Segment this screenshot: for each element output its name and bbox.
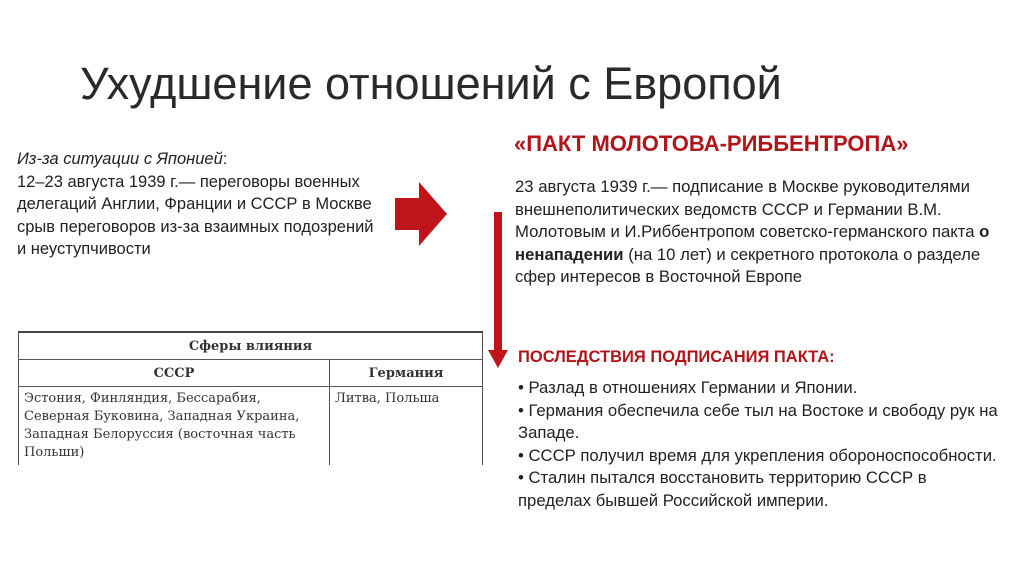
negotiations-body: 12–23 августа 1939 г.— переговоры военных делегаций Англии, Франции и СССР в Москве срыв переговоров из-за взаимных подозрений и неуступчивости [17, 172, 374, 258]
table-cell-ussr: Эстония, Финляндия, Бессарабия, Северная Буковина, Западная Украина, Западная Белоруссия (восточная часть Польши) [19, 387, 330, 466]
negotiations-text [17, 148, 387, 261]
slide-title: Ухудшение отношений с Европой [80, 58, 782, 109]
pact-text [515, 176, 995, 289]
list-item: • Сталин пытался восстановить территорию СССР в пределах бывшей Российской империи. [518, 468, 927, 510]
table-cell-germany: Литва, Польша [330, 387, 483, 466]
table-row [19, 387, 483, 466]
pact-text-part: 23 августа 1939 г.— подписание в Москве руководителями внешнеполитических ведомств СССР и Германии В.М. Молотовым и И.Риббентропом советско-германского пакта [515, 177, 980, 242]
list-item: • Германия обеспечила себе тыл на Востоке и свободу рук на Западе. [518, 400, 998, 443]
table-header-germany: Германия [330, 360, 483, 387]
pact-title: «ПАКТ МОЛОТОВА-РИББЕНТРОПА» [514, 131, 909, 156]
table-header-ussr: СССР [19, 360, 330, 387]
down-arrow-icon [488, 212, 508, 368]
consequences-list [518, 377, 998, 513]
table-caption: Сферы влияния [19, 332, 483, 360]
pact-text-bold: о ненападении [515, 222, 990, 264]
right-arrow-icon [395, 182, 447, 246]
list-item: • СССР получил время для укрепления обороноспособности. [518, 445, 997, 465]
consequences-title: ПОСЛЕДСТВИЯ ПОДПИСАНИЯ ПАКТА: [518, 348, 835, 366]
intro-colon: : [222, 150, 228, 168]
spheres-table [18, 331, 483, 465]
pact-text-part: (на 10 лет) и секретного протокола о разделе сфер интересов в Восточной Европе [515, 244, 981, 287]
list-item: • Разлад в отношениях Германии и Японии. [518, 378, 858, 397]
intro-label: Из-за ситуации с Японией [17, 150, 223, 168]
